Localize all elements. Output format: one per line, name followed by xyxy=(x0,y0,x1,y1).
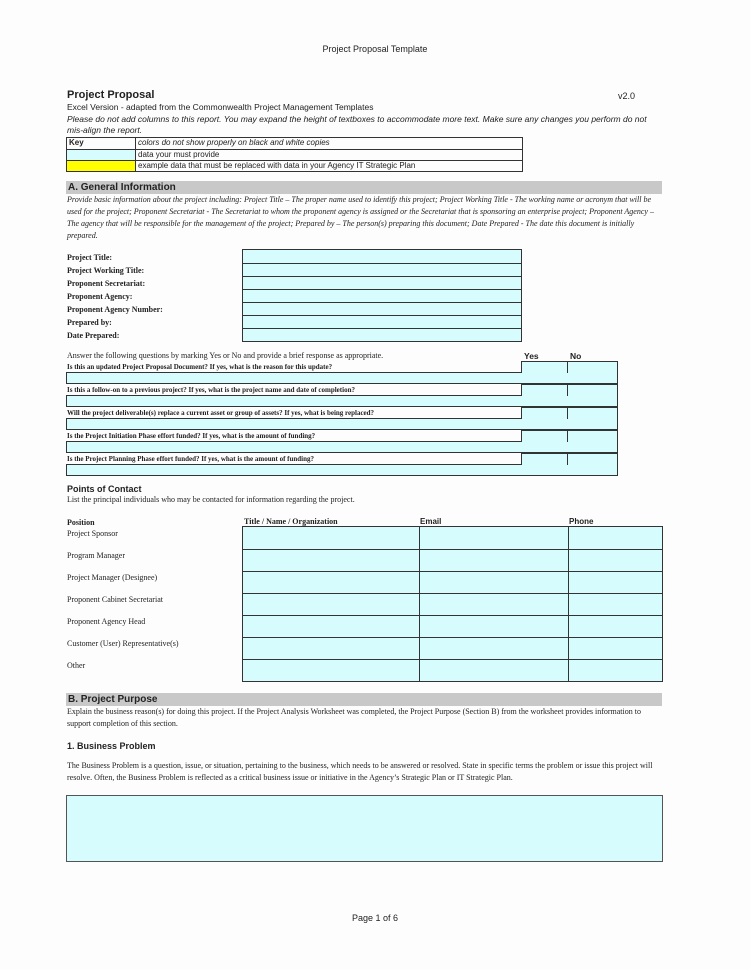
position-column-header: Position xyxy=(67,518,95,527)
document-subtitle: Excel Version - adapted from the Commonwealth Project Management Templates xyxy=(67,102,374,112)
general-info-fields xyxy=(242,249,522,342)
page-title: Project Proposal Template xyxy=(322,44,428,54)
no-checkbox[interactable] xyxy=(567,453,618,465)
contact-row xyxy=(243,549,662,571)
page-number: Page 1 of 6 xyxy=(351,913,399,923)
project-title-field[interactable] xyxy=(243,250,521,263)
field-label-agency: Proponent Agency: xyxy=(67,292,133,301)
email-cell[interactable] xyxy=(419,550,568,571)
question-text: Will the project deliverable(s) replace a current asset or group of assets? If yes, what is being replaced? xyxy=(66,407,521,419)
key-header-label: Key xyxy=(67,138,136,149)
version-label: v2.0 xyxy=(618,91,636,101)
agency-field[interactable] xyxy=(243,289,521,302)
agency-number-field[interactable] xyxy=(243,302,521,315)
section-a-description xyxy=(67,194,662,242)
working-title-field[interactable] xyxy=(243,263,521,276)
field-label-date-prepared: Date Prepared: xyxy=(67,331,120,340)
field-label-project-title: Project Title: xyxy=(67,253,113,262)
questions-intro: Answer the following questions by marking Yes or No and provide a brief response as appropriate. xyxy=(67,351,384,360)
position-label: Program Manager xyxy=(67,551,125,560)
required-color-swatch xyxy=(67,150,136,160)
business-problem-heading: 1. Business Problem xyxy=(67,741,156,751)
name-cell[interactable] xyxy=(243,550,419,571)
question-row xyxy=(66,384,618,396)
questions-table xyxy=(66,361,618,476)
no-checkbox[interactable] xyxy=(567,361,618,373)
email-cell[interactable] xyxy=(419,527,568,549)
question-row xyxy=(66,430,618,442)
question-row xyxy=(66,407,618,419)
business-problem-description: The Business Problem is a question, issue, or situation, pertaining to the business, which needs to be answered or resolved. State in specific terms the problem or issue this project will resolve. Often, the Business Problem is reflected as a critical business issue or initiative in the Agency’s Strategic Plan or IT Strategic Plan. xyxy=(67,761,653,782)
question-text: Is the Project Initiation Phase effort funded? If yes, what is the amount of funding? xyxy=(66,430,521,442)
no-column-header: No xyxy=(570,351,582,361)
field-label-prepared-by: Prepared by: xyxy=(67,318,112,327)
no-checkbox[interactable] xyxy=(567,384,618,396)
position-label: Project Sponsor xyxy=(67,529,118,538)
prepared-by-field[interactable] xyxy=(243,315,521,328)
field-label-secretariat: Proponent Secretariat: xyxy=(67,279,146,288)
position-label: Project Manager (Designee) xyxy=(67,573,158,582)
phone-cell[interactable] xyxy=(568,572,662,593)
field-label-agency-number: Proponent Agency Number: xyxy=(67,305,163,314)
key-description: example data that must be replaced with data in your Agency IT Strategic Plan xyxy=(138,161,416,170)
section-a-header: A. General Information xyxy=(66,181,662,194)
secretariat-field[interactable] xyxy=(243,276,521,289)
no-checkbox[interactable] xyxy=(567,407,618,419)
email-cell[interactable] xyxy=(419,572,568,593)
contact-row xyxy=(243,615,662,637)
answer-field[interactable] xyxy=(66,373,618,384)
yes-checkbox[interactable] xyxy=(521,453,567,465)
answer-field[interactable] xyxy=(66,419,618,430)
email-cell[interactable] xyxy=(419,660,568,681)
answer-field[interactable] xyxy=(66,465,618,476)
key-description: data your must provide xyxy=(138,150,220,159)
phone-column-header: Phone xyxy=(569,517,594,526)
email-cell[interactable] xyxy=(419,616,568,637)
answer-field[interactable] xyxy=(66,396,618,407)
name-column-header: Title / Name / Organization xyxy=(244,517,338,526)
contacts-table xyxy=(242,526,663,682)
yes-checkbox[interactable] xyxy=(521,430,567,442)
key-row-example xyxy=(67,160,522,171)
date-prepared-field[interactable] xyxy=(243,328,521,341)
name-cell[interactable] xyxy=(243,616,419,637)
name-cell[interactable] xyxy=(243,638,419,659)
phone-cell[interactable] xyxy=(568,594,662,615)
question-text: Is the Project Planning Phase effort funded? If yes, what is the amount of funding? xyxy=(66,453,521,465)
key-description: colors do not show properly on black and white copies xyxy=(138,138,330,147)
business-problem-textbox[interactable] xyxy=(66,795,663,862)
section-b-description: Explain the business reason(s) for doing this project. If the Project Analysis Worksheet was completed, the Project Purpose (Section B) from the worksheet provides information to support completion of this section. xyxy=(67,707,641,728)
phone-cell[interactable] xyxy=(568,660,662,681)
email-cell[interactable] xyxy=(419,594,568,615)
phone-cell[interactable] xyxy=(568,527,662,549)
yes-checkbox[interactable] xyxy=(521,384,567,396)
email-cell[interactable] xyxy=(419,638,568,659)
name-cell[interactable] xyxy=(243,660,419,681)
yes-column-header: Yes xyxy=(524,351,539,361)
phone-cell[interactable] xyxy=(568,550,662,571)
contact-row xyxy=(243,593,662,615)
key-row-header xyxy=(67,138,522,149)
question-row xyxy=(66,361,618,373)
name-cell[interactable] xyxy=(243,572,419,593)
section-b-header: B. Project Purpose xyxy=(66,693,662,706)
example-color-swatch xyxy=(67,161,136,171)
field-label-working-title: Project Working Title: xyxy=(67,266,145,275)
name-cell[interactable] xyxy=(243,527,419,549)
instructions-text: Please do not add columns to this report. You may expand the height of textboxes to accommodate more text. Make sure any changes you perform do not mis-align the report. xyxy=(67,114,647,135)
position-label: Other xyxy=(67,661,86,670)
key-row-required xyxy=(67,149,522,160)
yes-checkbox[interactable] xyxy=(521,361,567,373)
question-text: Is this an updated Project Proposal Document? If yes, what is the reason for this update? xyxy=(66,361,521,373)
position-label: Proponent Agency Head xyxy=(67,617,146,626)
document-title: Project Proposal xyxy=(67,89,155,101)
phone-cell[interactable] xyxy=(568,616,662,637)
section-a-description-text: Provide basic information about the project including: Project Title – The proper name used to identify this project; Project Working Title - The working name or acronym that will be used for the project; Proponent Secretariat - The Secretariat to whom the proponent agency is assigned or the Secretariat that is sponsoring an enterprise project; Proponent Agency – The agency that will be responsible for the management of the project; Prepared by – The person(s) preparing this document; Date Prepared - The date this document is initially prepared. xyxy=(67,195,654,240)
question-row xyxy=(66,453,618,465)
name-cell[interactable] xyxy=(243,594,419,615)
contact-row xyxy=(243,659,662,681)
position-label: Proponent Cabinet Secretariat xyxy=(67,595,163,604)
points-of-contact-heading: Points of Contact xyxy=(67,484,142,494)
contact-positions xyxy=(67,528,179,682)
yes-checkbox[interactable] xyxy=(521,407,567,419)
color-key-table xyxy=(66,137,523,172)
contact-row xyxy=(243,637,662,659)
general-info-labels xyxy=(67,251,163,342)
contact-row xyxy=(243,527,662,549)
no-checkbox[interactable] xyxy=(567,430,618,442)
position-label: Customer (User) Representative(s) xyxy=(67,639,179,648)
email-column-header: Email xyxy=(420,517,442,526)
answer-field[interactable] xyxy=(66,442,618,453)
question-text: Is this a follow-on to a previous project? If yes, what is the project name and date of completion? xyxy=(66,384,521,396)
contact-row xyxy=(243,571,662,593)
phone-cell[interactable] xyxy=(568,638,662,659)
points-of-contact-description: List the principal individuals who may be contacted for information regarding the project. xyxy=(67,495,355,504)
